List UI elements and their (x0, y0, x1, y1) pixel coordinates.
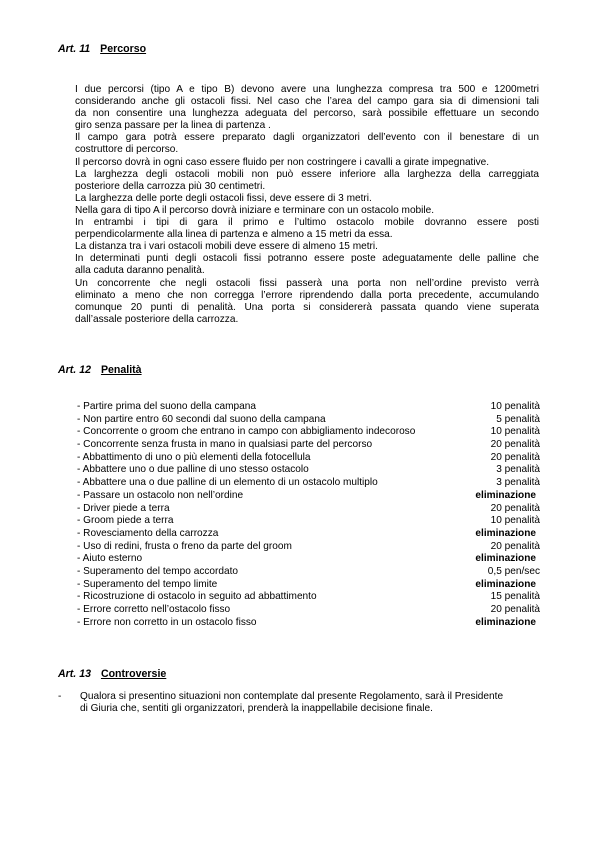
art11-line: eliminato a meno che non corregga l’errore riprendendo dalla porta precedente, accumulando (75, 289, 539, 301)
penalty-description: - Uso di redini, frusta o freno da parte del groom (77, 540, 292, 552)
art11-line: In determinati punti degli ostacoli fissi potranno essere poste adeguatamente delle palline che (75, 253, 539, 265)
penalty-value: 0,5 pen/sec (487, 565, 540, 577)
art11-line: giro senza passare per la linea di partenza . (75, 120, 271, 132)
penalty-value: eliminazione (475, 616, 536, 628)
penalty-value: 3 penalità (496, 464, 540, 476)
penalty-value: 5 penalità (496, 413, 540, 425)
penalty-description: - Ricostruzione di ostacolo in seguito ad abbattimento (77, 591, 317, 603)
penalty-row (77, 566, 540, 579)
penalty-value: eliminazione (475, 553, 536, 565)
art11-line: La larghezza delle porte degli ostacoli fissi, deve essere di 3 metri. (75, 192, 372, 204)
penalty-row (77, 604, 540, 617)
penalty-value: eliminazione (475, 489, 536, 501)
art13-text (80, 691, 548, 715)
art11-heading (58, 43, 146, 55)
penalty-value: 20 penalità (490, 604, 540, 615)
penalty-row (77, 464, 540, 477)
art11-line: In entrambi i tipi di gara il primo e l’ultimo ostacolo mobile dovranno essere posti (75, 217, 539, 229)
penalty-row (77, 452, 540, 465)
art11-line: da non consentire una lunghezza adeguata del percorso, sarà possibile effettuare un secondo (75, 108, 539, 120)
penalty-value: 10 penalità (490, 515, 540, 527)
penalty-row (77, 503, 540, 516)
art11-line: Il campo gara potrà essere preparato dagli organizzatori dell’evento con il benestare di un (75, 132, 539, 144)
art11-line: Nella gara di tipo A il percorso dovrà iniziare e terminare con un ostacolo mobile. (75, 204, 435, 216)
penalty-row (77, 579, 540, 592)
penalty-row (77, 528, 540, 541)
penalty-row (77, 439, 540, 452)
penalty-description: - Errore non corretto in un ostacolo fisso (77, 616, 257, 628)
penalty-description: - Driver piede a terra (77, 502, 170, 514)
penalty-description: - Groom piede a terra (77, 515, 174, 527)
penalty-description: - Concorrente o groom che entrano in campo con abbigliamento indecoroso (77, 426, 416, 438)
art11-line: I due percorsi (tipo A e tipo B) devono avere una lunghezza compresa tra 500 e 1200metri (75, 84, 539, 95)
art11-line: costruttore di percorso. (75, 144, 179, 156)
penalty-description: - Concorrente senza frusta in mano in qualsiasi parte del percorso (77, 439, 373, 451)
penalty-value: 20 penalità (490, 540, 540, 552)
art11-line: posteriore della carrozza più 30 centimetri. (75, 180, 266, 192)
art12-heading (58, 364, 142, 376)
penalty-row (77, 591, 540, 604)
art11-line: La distanza tra i vari ostacoli mobili deve essere di almeno 15 metri. (75, 241, 378, 253)
penalty-value: 20 penalità (490, 451, 540, 463)
art13-line: Qualora si presentino situazioni non contemplate dal presente Regolamento, sarà il Presidente (80, 691, 504, 702)
penalty-value: eliminazione (475, 578, 536, 590)
art11-line: Il percorso dovrà in ogni caso essere fluido per non costringere i cavalli a girate impegnative. (75, 156, 490, 168)
penalty-row (77, 553, 540, 566)
art11-line: perpendicolarmente alla linea di partenza e almeno a 15 metri da essa. (75, 229, 393, 241)
art11-line: alla caduta daranno penalità. (75, 265, 205, 277)
penalty-row (77, 477, 540, 490)
art11-title: Percorso (100, 43, 147, 55)
penalty-value: 20 penalità (490, 502, 540, 514)
art12-title: Penalità (100, 364, 142, 376)
art11-line: comunque 20 punti di penalità. Una porta si considererà passata quando viene superata (75, 301, 539, 313)
penalty-description: - Passare un ostacolo non nell’ordine (77, 489, 244, 501)
penalty-value: eliminazione (475, 527, 536, 539)
art11-body (75, 84, 539, 326)
art13-title: Controversie (100, 668, 167, 680)
art13-line: di Giuria che, sentiti gli organizzatori, prenderà la inappellabile decisione finale. (80, 703, 433, 715)
penalty-description: - Rovesciamento della carrozza (77, 527, 219, 539)
penalty-value: 10 penalità (490, 401, 540, 412)
art12-number: Art. 12 (58, 364, 91, 376)
penalty-row (77, 414, 540, 427)
penalty-row (77, 490, 540, 503)
penalty-value: 20 penalità (490, 439, 540, 451)
penalty-list (77, 401, 540, 629)
penalty-description: - Errore corretto nell’ostacolo fisso (77, 604, 231, 615)
penalty-value: 15 penalità (490, 591, 540, 603)
art11-line: Un concorrente che negli ostacoli fissi passerà una porta non nell’ordine previsto verrà (75, 277, 539, 289)
art11-line: dall’assale posteriore della carrozza. (75, 313, 239, 325)
penalty-description: - Aiuto esterno (77, 553, 143, 565)
penalty-description: - Superamento del tempo accordato (77, 565, 239, 577)
art11-line: La larghezza degli ostacoli mobili non può essere inferiore alla larghezza della carreggiata (75, 168, 539, 180)
penalty-description: - Abbattere una o due palline di un elemento di un ostacolo multiplo (77, 477, 378, 489)
penalty-row (77, 426, 540, 439)
list-dash: - (58, 691, 62, 702)
penalty-row (77, 515, 540, 528)
penalty-description: - Abbattimento di uno o più elementi della fotocellula (77, 451, 311, 463)
penalty-value: 10 penalità (490, 426, 540, 438)
art11-number: Art. 11 (58, 43, 91, 55)
penalty-description: - Non partire entro 60 secondi dal suono della campana (77, 413, 326, 425)
penalty-description: - Superamento del tempo limite (77, 578, 218, 590)
art13-heading (58, 668, 166, 680)
penalty-value: 3 penalità (496, 477, 540, 489)
penalty-description: - Abbattere uno o due palline di uno stesso ostacolo (77, 464, 309, 476)
penalty-description: - Partire prima del suono della campana (77, 401, 256, 412)
penalty-row (77, 617, 540, 630)
penalty-row (77, 401, 540, 414)
art13-number: Art. 13 (58, 668, 91, 680)
art11-line: considerando anche gli ostacoli fissi. Nel caso che l’area del campo gara sia di dimensioni tali (75, 96, 539, 108)
penalty-row (77, 541, 540, 554)
